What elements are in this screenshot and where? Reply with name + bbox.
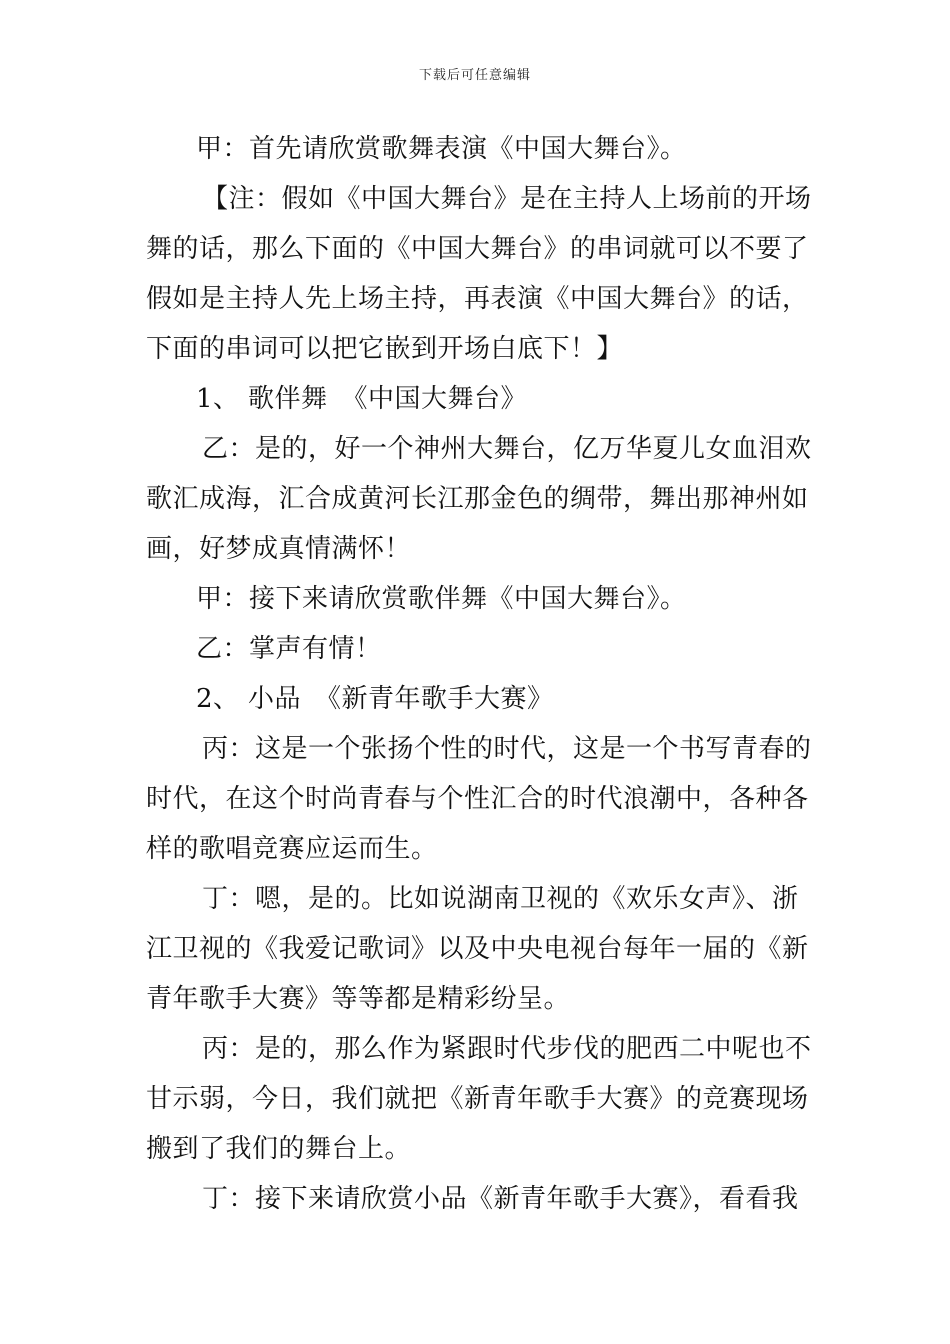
paragraph-line: 丁：嗯，是的。比如说湖南卫视的《欢乐女声》、浙 xyxy=(202,884,799,914)
program-item-2 xyxy=(146,674,808,724)
paragraph-line: 甘示弱，今日，我们就把《新青年歌手大赛》的竞赛现场 xyxy=(146,1084,809,1114)
program-item-title: 《新青年歌手大赛》 xyxy=(315,684,554,714)
paragraph-line: 【注：假如《中国大舞台》是在主持人上场前的开场 xyxy=(202,184,812,214)
paragraph-line: 甲：首先请欣赏歌舞表演《中国大舞台》。 xyxy=(196,134,687,164)
paragraph-line: 画，好梦成真情满怀！ xyxy=(146,534,412,564)
paragraph-line: 下面的串词可以把它嵌到开场白底下！】 xyxy=(146,334,624,364)
paragraph-line: 搬到了我们的舞台上。 xyxy=(146,1134,412,1164)
document-body xyxy=(146,124,812,1224)
paragraph-line: 样的歌唱竞赛应运而生。 xyxy=(146,834,438,864)
paragraph-line: 舞的话，那么下面的《中国大舞台》的串词就可以不要了 xyxy=(146,234,809,264)
paragraph-line: 丙：是的，那么作为紧跟时代步伐的肥西二中呢也不 xyxy=(202,1034,812,1064)
paragraph-line: 青年歌手大赛》等等都是精彩纷呈。 xyxy=(146,984,571,1014)
program-item-number: 2、 xyxy=(196,684,240,714)
paragraph-line: 甲：接下来请欣赏歌伴舞《中国大舞台》。 xyxy=(196,584,687,614)
paragraph-line: 江卫视的《我爱记歌词》以及中央电视台每年一届的《新 xyxy=(146,934,809,964)
paragraph-line: 丁：接下来请欣赏小品《新青年歌手大赛》，看看我 xyxy=(202,1184,799,1214)
paragraph-line: 歌汇成海，汇合成黄河长江那金色的绸带，舞出那神州如 xyxy=(146,484,809,514)
paragraph-line: 丙：这是一个张扬个性的时代，这是一个书写青春的 xyxy=(202,734,812,764)
paragraph-line: 乙：掌声有情！ xyxy=(196,634,382,664)
program-item-type: 歌伴舞 xyxy=(248,384,328,414)
program-item-type: 小品 xyxy=(248,684,302,714)
paragraph-line: 时代，在这个时尚青春与个性汇合的时代浪潮中，各种各 xyxy=(146,784,809,814)
paragraph-line: 假如是主持人先上场主持，再表演《中国大舞台》的话， xyxy=(146,284,809,314)
page-header: 下载后可任意编辑 xyxy=(418,68,531,83)
paragraph-line: 乙：是的，好一个神州大舞台，亿万华夏儿女血泪欢 xyxy=(202,434,812,464)
program-item-1 xyxy=(146,374,808,424)
program-item-title: 《中国大舞台》 xyxy=(341,384,528,414)
program-item-number: 1、 xyxy=(196,384,240,414)
